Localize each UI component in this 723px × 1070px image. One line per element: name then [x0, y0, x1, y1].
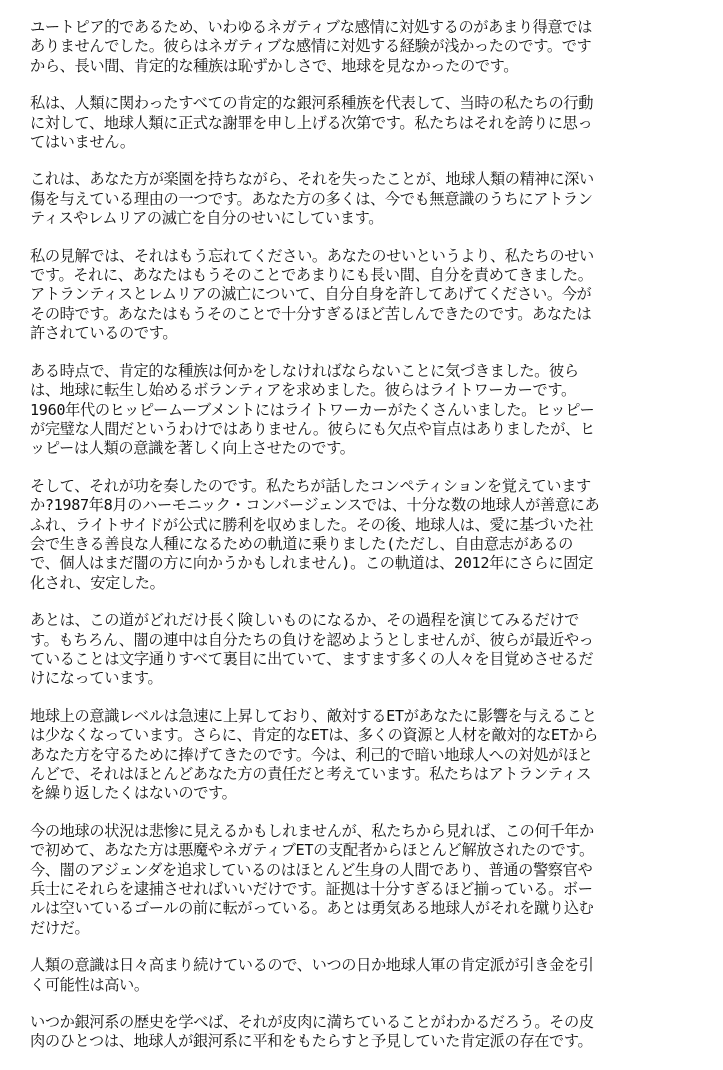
- text-line: ルは空いているゴールの前に転がっている。あとは勇気ある地球人がそれを蹴り込む: [30, 899, 594, 918]
- document-page: [30, 18, 693, 1070]
- text-line: 化され、安定した。: [30, 573, 165, 592]
- text-line: から、長い間、肯定的な種族は恥ずかしさで、地球を見なかったのです。: [30, 56, 519, 75]
- text-line: 傷を与えている理由の一つです。あなた方の多くは、今でも無意識のうちにアトラン: [30, 189, 593, 208]
- text-line: あとは、この道がどれだけ長く険しいものになるか、その過程を演じてみるだけで: [30, 611, 579, 630]
- paragraph: [30, 477, 693, 593]
- text-line: ッピーは人類の意識を著しく向上させたのです。: [30, 439, 355, 458]
- text-line: 今の地球の状況は悲惨に見えるかもしれませんが、私たちから見れば、この何千年か: [30, 821, 594, 840]
- text-line: ていることは文字通りすべて裏目に出ていて、ますます多くの人々を目覚めさせるだ: [30, 649, 594, 668]
- text-line: これは、あなた方が楽園を持ちながら、それを失ったことが、地球人類の精神に深い: [30, 170, 594, 189]
- paragraph: [30, 170, 693, 228]
- text-line: いつか銀河系の歴史を学べば、それが皮肉に満ちていることがわかるだろう。その皮: [30, 1013, 594, 1032]
- paragraph: [30, 18, 693, 76]
- text-line: ある時点で、肯定的な種族は何かをしなければならないことに気づきました。彼ら: [30, 361, 579, 380]
- text-line: で初めて、あなた方は悪魔やネガティブETの支配者からほとんど解放されたのです。: [30, 841, 594, 860]
- text-line: 肉のひとつは、地球人が銀河系に平和をもたらすと予見していた肯定派の存在です。: [30, 1032, 593, 1051]
- text-line: を繰り返したくはないのです。: [30, 784, 237, 803]
- text-line: てはいません。: [30, 133, 135, 152]
- text-line: ありませんでした。彼らはネガティブな感情に対処する経験が浅かったのです。です: [30, 37, 592, 56]
- text-line: に対して、地球人類に正式な謝罪を申し上げる次第です。私たちはそれを誇りに思っ: [30, 113, 593, 132]
- text-line: ユートピア的であるため、いわゆるネガティブな感情に対処するのがあまり得意では: [30, 18, 593, 36]
- text-line: 今、闇のアジェンダを追求しているのはほとんど生身の人間であり、普通の警察官や: [30, 860, 593, 879]
- text-line: 人類の意識は日々高まり続けているので、いつの日か地球人軍の肯定派が引き金を引: [30, 956, 594, 975]
- paragraph: [30, 822, 693, 938]
- text-line: あなた方を守るために捧げてきたのです。今は、利己的で暗い地球人への対処がほと: [30, 745, 593, 764]
- text-line: が完璧な人間だというわけではありません。彼らにも欠点や盲点はありましたが、ヒ: [30, 419, 595, 438]
- text-line: その時です。あなたはもうそのことで十分すぎるほど苦しんできたのです。あなたは: [30, 304, 592, 323]
- text-line: けになっています。: [30, 669, 163, 688]
- paragraph: [30, 362, 693, 459]
- text-line: ふれ、ライトサイドが公式に勝利を収めました。その後、地球人は、愛に基づいた社: [30, 515, 594, 534]
- text-line: アトランティスとレムリアの滅亡について、自分自身を許してあげてください。今が: [30, 285, 592, 304]
- text-line: だけだ。: [30, 918, 90, 937]
- paragraph: [30, 94, 693, 152]
- text-line: 1960年代のヒッピームーブメントにはライトワーカーがたくさんいました。ヒッピー: [30, 400, 595, 419]
- paragraph: [30, 611, 693, 689]
- text-line: です。それに、あなたはもうそのことであまりにも長い間、自分を責めてきました。: [30, 266, 593, 285]
- paragraph: [30, 247, 693, 344]
- text-line: は、地球に転生し始めるボランティアを求めました。彼らはライトワーカーです。: [30, 381, 576, 400]
- text-line: 地球上の意識レベルは急速に上昇しており、敵対するETがあなたに影響を与えること: [30, 706, 597, 725]
- text-line: 会で生きる善良な人種になるための軌道に乗りました(ただし、自由意志があるの: [30, 534, 573, 553]
- text-line: そして、それが功を奏したのです。私たちが話したコンペティションを覚えています: [30, 476, 591, 495]
- paragraph: [30, 956, 693, 995]
- text-line: んどで、それはほとんどあなた方の責任だと考えています。私たちはアトランティス: [30, 765, 592, 783]
- paragraph: [30, 707, 693, 804]
- text-line: で、個人はまだ闇の方に向かうかもしれません)。この軌道は、2012年にさらに固定: [30, 554, 593, 573]
- text-line: か?1987年8月のハーモニック・コンバージェンスでは、十分な数の地球人が善意にあ: [30, 496, 600, 515]
- text-line: 私は、人類に関わったすべての肯定的な銀河系種族を代表して、当時の私たちの行動: [30, 94, 594, 113]
- text-line: ティスやレムリアの滅亡を自分のせいにしています。: [30, 209, 384, 228]
- text-line: は少なくなっています。さらに、肯定的なETは、多くの資源と人材を敵対的なETから: [30, 726, 599, 745]
- text-line: 兵士にそれらを逮捕させればいいだけです。証拠は十分すぎるほど揃っている。ボー: [30, 880, 593, 899]
- text-line: 許されているのです。: [30, 324, 178, 343]
- paragraph: [30, 1013, 693, 1052]
- text-line: す。もちろん、闇の連中は自分たちの負けを認めようとしませんが、彼らが最近やっ: [30, 630, 594, 649]
- text-line: 私の見解では、それはもう忘れてください。あなたのせいというより、私たちのせい: [30, 246, 594, 265]
- text-line: く可能性は高い。: [30, 975, 149, 994]
